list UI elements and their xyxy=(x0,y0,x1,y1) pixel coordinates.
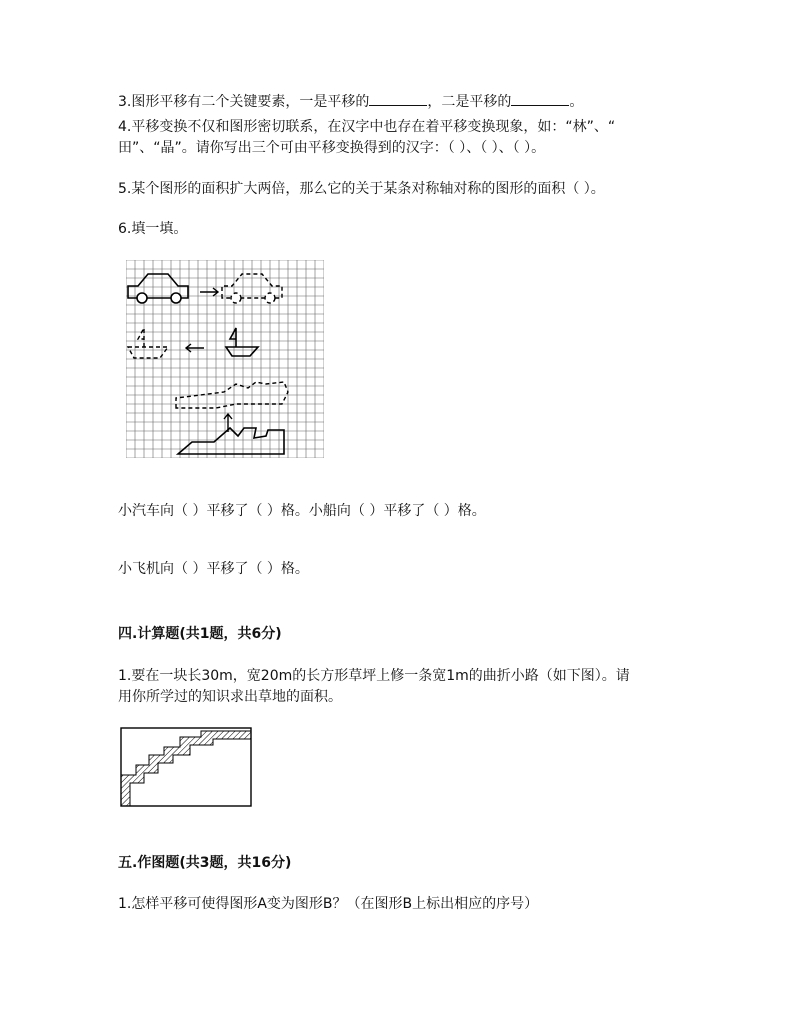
question-6-title: 6.填一填。 xyxy=(118,221,188,237)
lawn-path-figure xyxy=(120,727,254,809)
question-6-answer-line-1: 小汽车向（ ）平移了（ ）格。小船向（ ）平移了（ ）格。 xyxy=(118,503,486,519)
section-4-question-1-line-1: 1.要在一块长30m，宽20m的长方形草坪上修一条宽1m的曲折小路（如下图）。请 xyxy=(118,668,630,684)
arrow-left-icon xyxy=(186,344,204,352)
answer-blank-1[interactable] xyxy=(369,93,427,106)
answer-blank-2[interactable] xyxy=(511,93,569,106)
question-3-text-c: 。 xyxy=(569,94,584,110)
question-4-line-1: 4.平移变换不仅和图形密切联系，在汉字中也存在着平移变换现象，如：“林”、“ xyxy=(118,119,616,135)
question-6-answer-line-2: 小飞机向（ ）平移了（ ）格。 xyxy=(118,561,309,577)
question-3 xyxy=(118,93,583,111)
section-4-heading: 四.计算题(共1题，共6分) xyxy=(118,626,282,642)
question-3-text-b: ，二是平移的 xyxy=(427,94,512,110)
car-figure xyxy=(128,274,188,303)
question-4-line-2: 田”、“晶”。请你写出三个可由平移变换得到的汉字：（ ）、（ ）、（ ）。 xyxy=(118,140,546,156)
arrow-right-icon xyxy=(200,288,218,296)
translation-grid-figure xyxy=(126,260,324,458)
section-5-heading: 五.作图题(共3题，共16分) xyxy=(118,855,292,871)
section-4-question-1-line-2: 用你所学过的知识求出草地的面积。 xyxy=(118,689,342,705)
question-5: 5.某个图形的面积扩大两倍，那么它的关于某条对称轴对称的图形的面积（ ）。 xyxy=(118,181,605,197)
question-3-text-a: 3.图形平移有二个关键要素，一是平移的 xyxy=(118,94,370,110)
section-5-question-1: 1.怎样平移可使得图形A变为图形B？（在图形B上标出相应的序号） xyxy=(118,896,539,912)
plane-figure xyxy=(178,428,284,454)
